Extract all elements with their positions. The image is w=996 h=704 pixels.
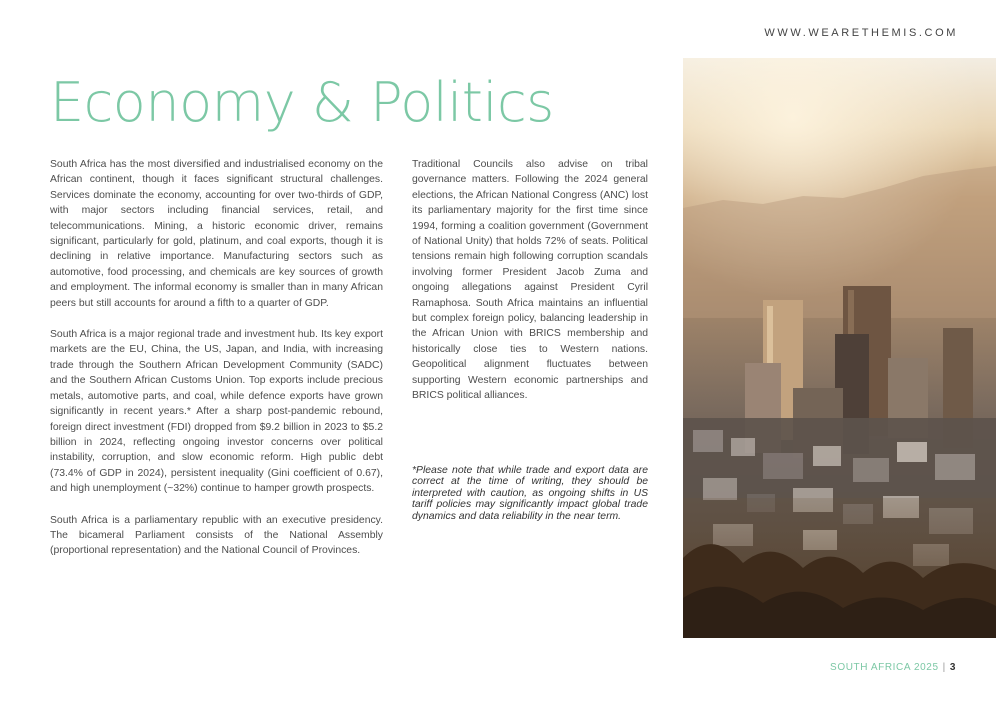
- paragraph-politics: South Africa is a parliamentary republic with an executive presidency. The bicameral Parliament consists of the National Assembly (proportional representation) and the National Council of Provinces.: [50, 514, 383, 557]
- footer-separator: |: [942, 662, 946, 673]
- paragraph-trade: South Africa is a major regional trade and investment hub. Its key export markets are the EU, China, the US, Japan, and India, with increasing trade through the Southern African Development Community (SADC) and the Southern African Customs Union. Top exports include precious metals, automotive parts, and coal, while defence exports have grown significantly in recent years.* After a sharp post-pandemic rebound, foreign direct investment (FDI) dropped from $9.2 billion in 2023 to $5.2 billion in 2024, reflecting ongoing investor concerns over political instability, corruption, and slow economic reform. High public debt (73.4% of GDP in 2024), persistent inequality (Gini coefficient of 0.67), and high unemployment (~32%) continue to hamper growth prospects.: [50, 329, 383, 495]
- website-url: WWW.WEARETHEMIS.COM: [764, 27, 958, 39]
- page-number: 3: [949, 662, 956, 673]
- page-title: Economy & Politics: [50, 71, 554, 134]
- disclaimer-note: *Please note that while trade and export data are correct at the time of writing, they should be interpreted with caution, as ongoing shifts in US tariff policies may significantly impact global trade dynamics and data reliability in the near term.: [412, 465, 648, 522]
- footer-label: SOUTH AFRICA 2025: [830, 662, 939, 673]
- cityscape-photo: [683, 58, 996, 638]
- left-column: [50, 157, 383, 575]
- paragraph-economy: South Africa has the most diversified and industrialised economy on the African continent, though it faces significant structural challenges. Services dominate the economy, accounting for over two-thirds of GDP, with major sectors including financial services, retail, and telecommunications. Mining, a historic economic driver, remains significant, particularly for gold, platinum, and coal exports, though it is declining in relative importance. Manufacturing sectors such as automotive, food processing, and chemicals are key sources of growth and employment. The informal economy is smaller than in many African peers but still accounts for around a fifth to a quarter of GDP.: [50, 159, 383, 309]
- paragraph-governance: Traditional Councils also advise on tribal governance matters. Following the 2024 general elections, the African National Congress (ANC) lost its parliamentary majority for the first time since 1994, forming a coalition government (Government of National Unity) that holds 72% of seats. Political tensions remain high following corruption scandals involving former President Jacob Zuma and ongoing allegations against President Cyril Ramaphosa. South Africa maintains an influential but complex foreign policy, balancing leadership in the African Union with BRICS membership and historically close ties to Western nations. Geopolitical alignment fluctuates between supporting Western economic partnerships and BRICS political alliances.: [412, 159, 648, 402]
- right-column: [412, 157, 648, 420]
- page-footer: [830, 662, 956, 673]
